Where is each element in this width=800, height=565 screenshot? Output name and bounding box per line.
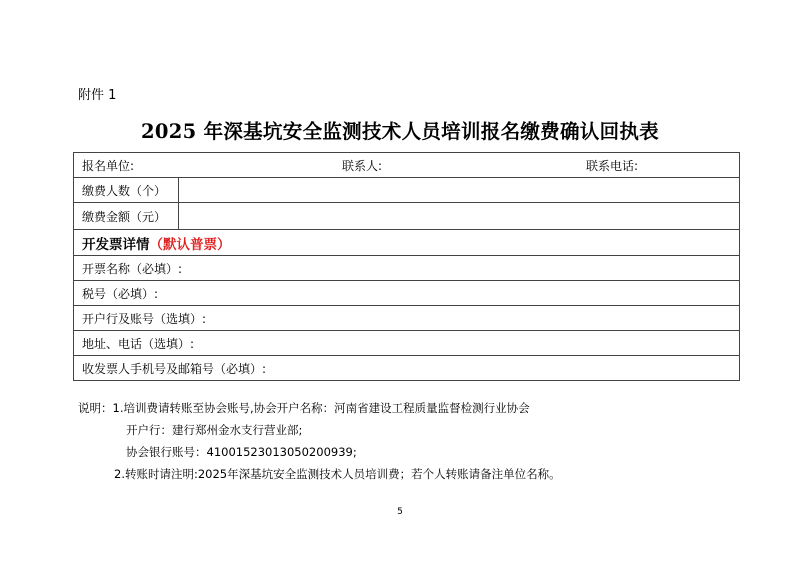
invoice-title: 开发票详情 bbox=[82, 236, 150, 253]
table-row-receiver bbox=[74, 356, 739, 380]
note-line-2: 开户行：建行郑州金水支行营业部; bbox=[126, 423, 303, 437]
table-row-people-count bbox=[74, 178, 739, 203]
unit-label: 报名单位: bbox=[82, 158, 135, 173]
people-count-label: 缴费人数（个） bbox=[82, 183, 167, 198]
page-number: 5 bbox=[397, 507, 403, 517]
contact-label: 联系人: bbox=[342, 158, 383, 173]
attachment-label: 附件 1 bbox=[78, 88, 117, 103]
note-line-1: 说明：1.培训费请转账至协会账号,协会开户名称：河南省建设工程质量监督检测行业协会 bbox=[78, 401, 530, 415]
bank-label: 开户行及账号（选填）: bbox=[82, 311, 207, 326]
phone-label: 联系电话: bbox=[586, 158, 639, 173]
amount-label: 缴费金额（元） bbox=[82, 209, 167, 224]
invoice-section-heading bbox=[82, 230, 231, 255]
tax-id-label: 税号（必填）: bbox=[82, 286, 159, 301]
receiver-label: 收发票人手机号及邮箱号（必填）: bbox=[82, 361, 267, 376]
people-count-field[interactable] bbox=[179, 178, 739, 202]
invoice-default-note: （默认普票） bbox=[149, 236, 231, 253]
page-title: 2025 年深基坑安全监测技术人员培训报名缴费确认回执表 bbox=[141, 120, 659, 143]
table-row-tax-id bbox=[74, 281, 739, 306]
note-line-4: 2.转账时请注明:2025年深基坑安全监测技术人员培训费；若个人转账请备注单位名称。 bbox=[114, 467, 561, 481]
form-table bbox=[73, 152, 740, 381]
table-row-unit bbox=[74, 153, 739, 178]
invoice-name-label: 开票名称（必填）: bbox=[82, 261, 183, 276]
table-row-address bbox=[74, 331, 739, 356]
table-row-invoice-name bbox=[74, 256, 739, 281]
amount-field[interactable] bbox=[179, 203, 739, 229]
table-row-amount bbox=[74, 203, 739, 230]
note-line-3: 协会银行账号：41001523013050200939; bbox=[126, 445, 357, 459]
address-label: 地址、电话（选填）: bbox=[82, 336, 195, 351]
table-row-bank bbox=[74, 306, 739, 331]
table-row-invoice-header bbox=[74, 230, 739, 256]
